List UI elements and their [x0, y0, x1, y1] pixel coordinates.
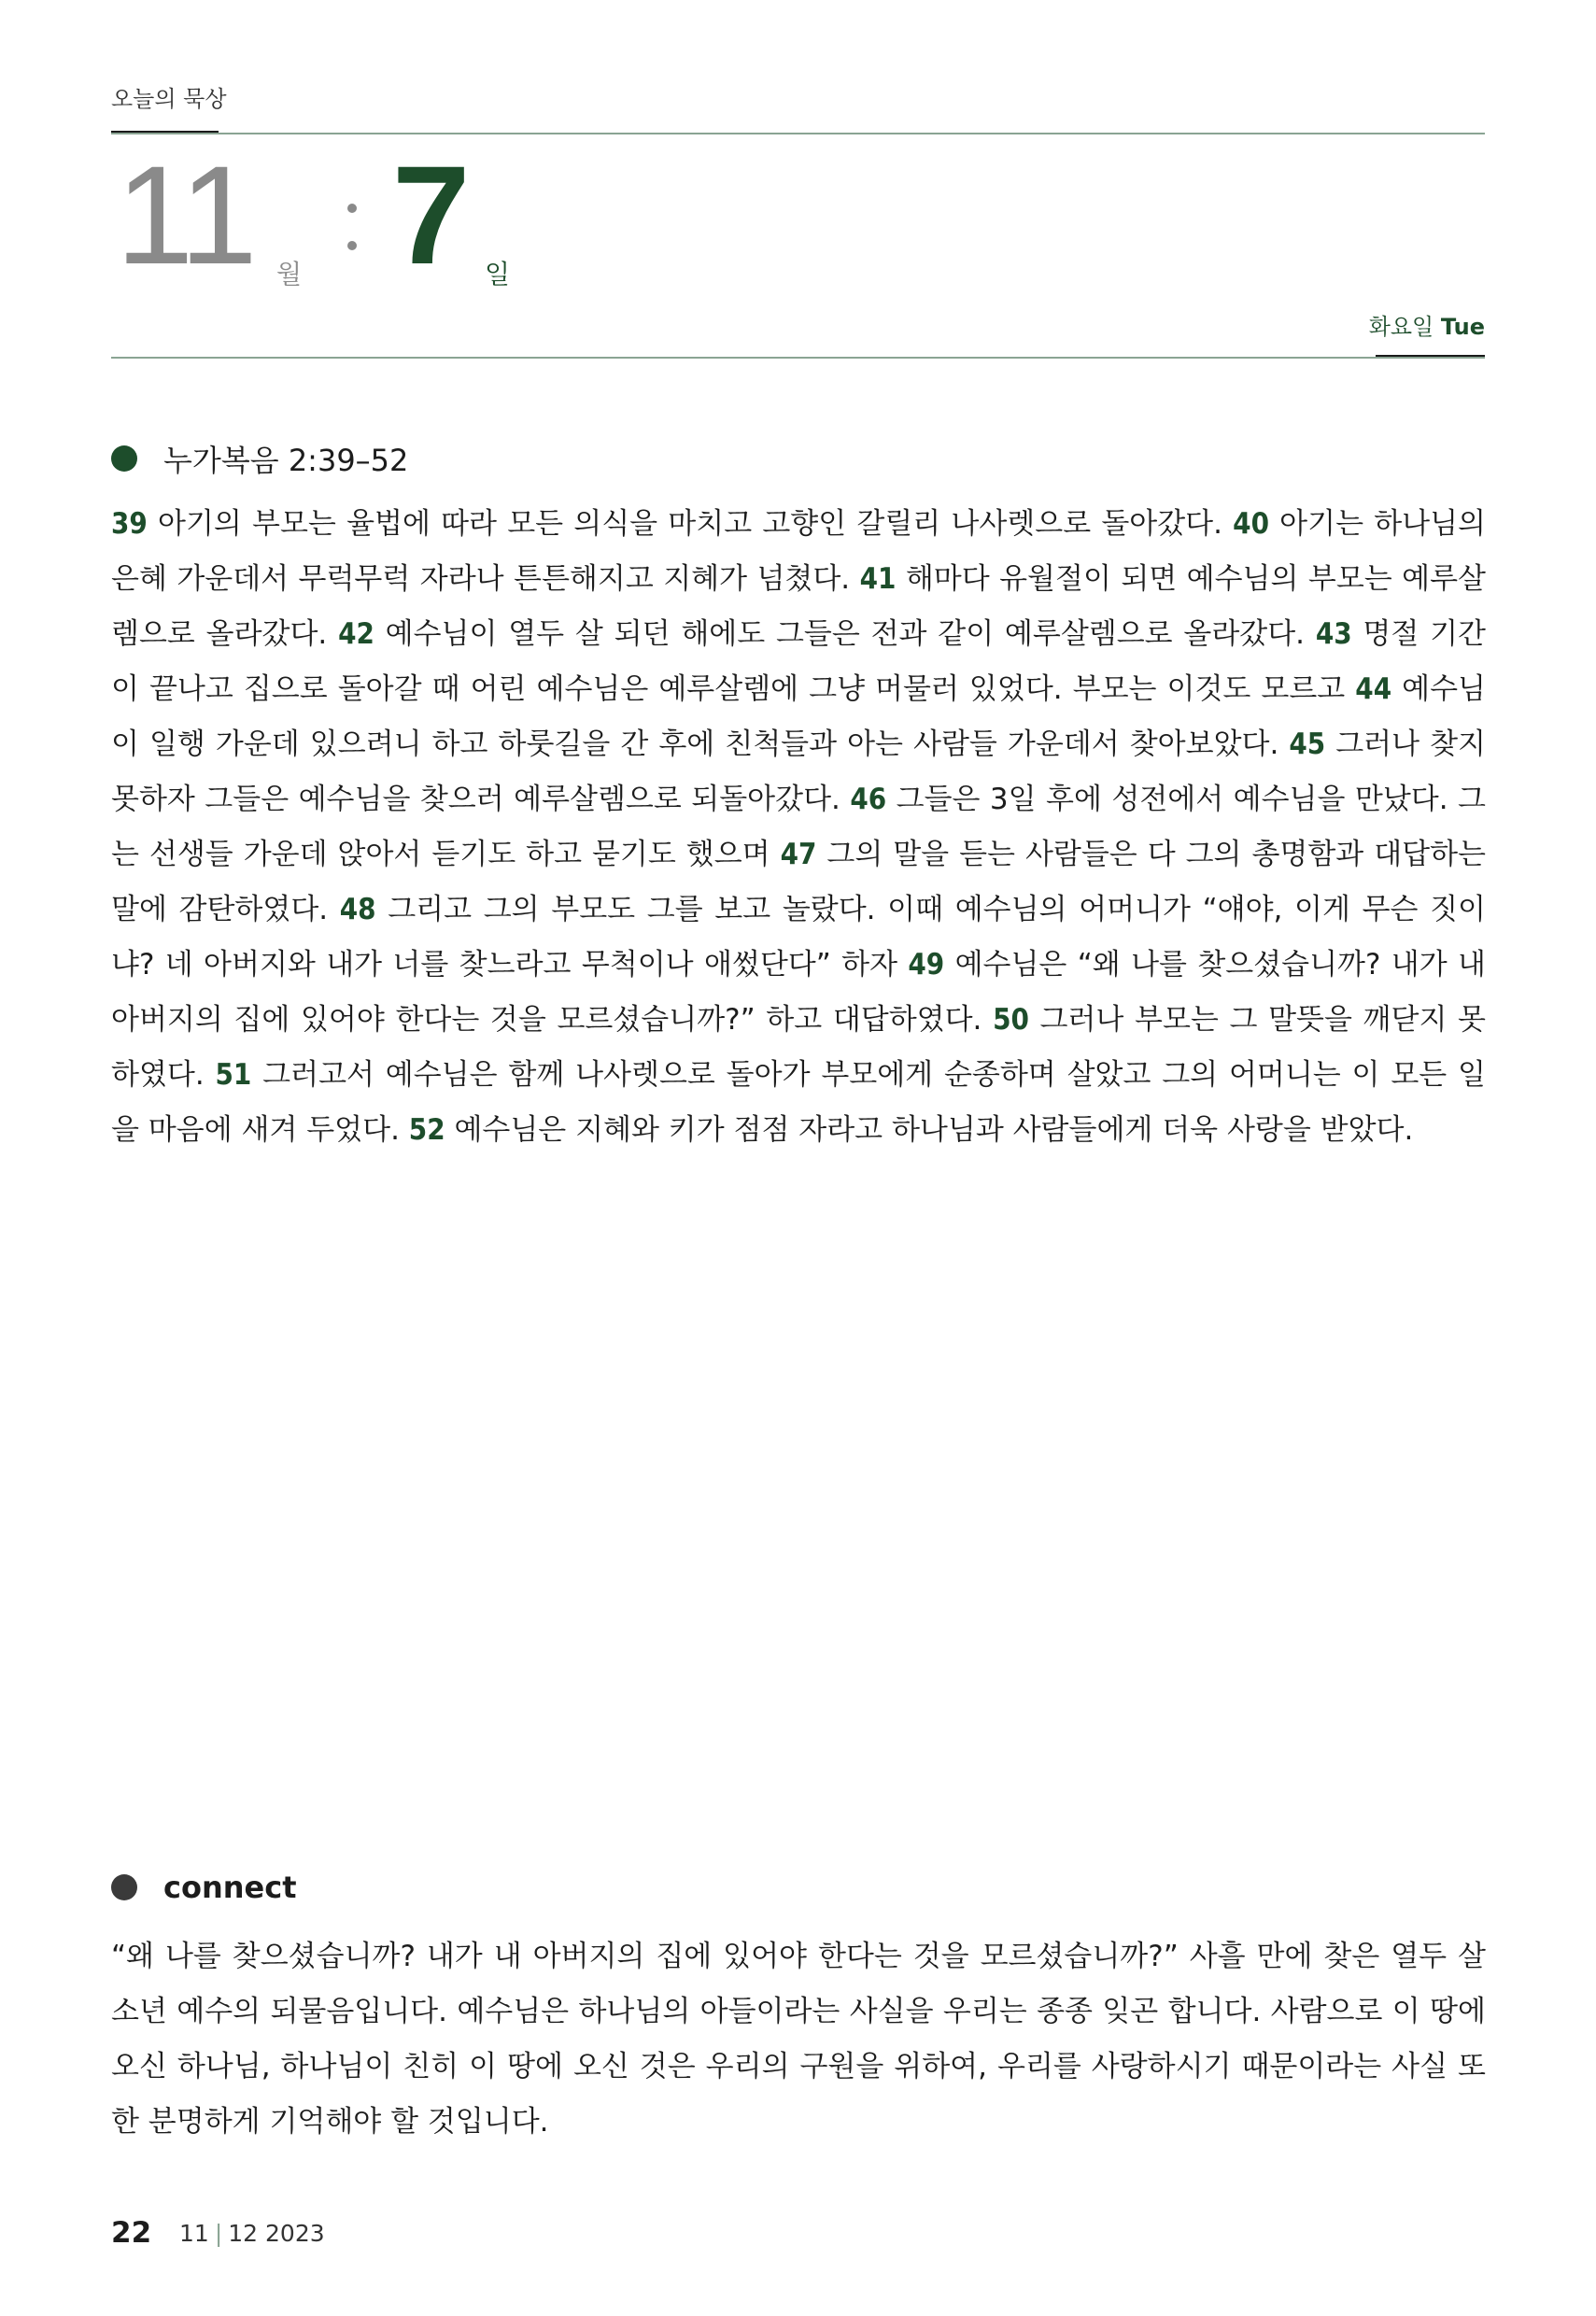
verse-text: 예수님이 열두 살 되던 해에도 그들은 전과 같이 예루살렘으로 올라갔다.: [374, 617, 1316, 651]
verse-number: 45: [1289, 727, 1326, 761]
scripture-reference: 누가복음 2:39–52: [163, 443, 409, 478]
date-colon: [347, 204, 357, 260]
verse-text: 그러나 찾지 못하자 그들은 예수님을 찾으러 예루살렘으로 되돌아갔다.: [111, 727, 1486, 816]
verse-number: 52: [408, 1113, 445, 1147]
verse-text: 해마다 유월절이 되면 예수님의 부모는 예루살렘으로 올라갔다.: [111, 562, 1486, 651]
date-month: 11: [116, 136, 254, 293]
verse-number: 42: [338, 617, 374, 651]
verse-text: 그리고 그의 부모도 그를 보고 놀랐다. 이때 예수님의 어머니가 “얘야, 이게 무슨 짓이냐? 네 아버지와 내가 너를 찾느라고 무척이나 애썼단다” 하자: [111, 893, 1486, 981]
weekday-korean: 화요일: [1368, 314, 1434, 340]
issue-year: 12 2023: [228, 2220, 325, 2247]
connect-bullet-icon: [111, 1874, 137, 1900]
scripture-text: [111, 497, 1486, 1158]
weekday: [1369, 308, 1485, 341]
header-top-rule: [111, 133, 1485, 134]
verse-text: 명절 기간이 끝나고 집으로 돌아갈 때 어린 예수님은 예루살렘에 그냥 머물러 있었다. 부모는 이것도 모르고: [111, 617, 1486, 706]
verse-text: 예수님은 지혜와 키가 점점 자라고 하나님과 사람들에게 더욱 사랑을 받았다.: [445, 1113, 1414, 1147]
verse-text: 그러고서 예수님은 함께 나사렛으로 돌아가 부모에게 순종하며 살았고 그의 어머니는 이 모든 일을 마음에 새겨 두었다.: [111, 1058, 1487, 1147]
connect-text: “왜 나를 찾으셨습니까? 내가 내 아버지의 집에 있어야 한다는 것을 모르셨습니까?” 사흘 만에 찾은 열두 살 소년 예수의 되물음입니다. 예수님은 하나님의 아들이라는 사실을 우리는 종종 잊곤 합니다. 사람으로 이 땅에 오신 하나님, 하나님이 친히 이 땅에 오신 것은 우리의 구원을 위하여, 우리를 사랑하시기 때문이라는 사실 또한 분명하게 기억해야 할 것입니다.: [111, 1940, 1486, 2139]
connect-title: connect: [163, 1870, 297, 1905]
verse-number: 43: [1315, 617, 1352, 651]
verse-text: 그들은 3일 후에 성전에서 예수님을 만났다. 그는 선생들 가운데 앉아서 듣기도 하고 묻기도 했으며: [111, 783, 1486, 871]
date-day: 7: [392, 136, 471, 293]
verse-text: 아기의 부모는 율법에 따라 모든 의식을 마치고 고향인 갈릴리 나사렛으로 돌아갔다.: [147, 507, 1234, 541]
verse-number: 46: [850, 783, 887, 816]
verse-number: 51: [215, 1058, 252, 1092]
section-label: 오늘의 묵상: [111, 86, 227, 112]
scripture-heading: [111, 437, 408, 480]
connect-heading: [111, 1870, 296, 1905]
verse-number: 40: [1233, 507, 1269, 541]
weekday-english: Tue: [1440, 314, 1485, 340]
verse-text: 예수님은 “왜 나를 찾으셨습니까? 내가 내 아버지의 집에 있어야 한다는 것을 모르셨습니까?” 하고 대답하였다.: [111, 948, 1486, 1037]
scripture-bullet-icon: [111, 445, 137, 472]
header-bottom-rule: [111, 357, 1485, 359]
date-month-unit: 월: [276, 259, 303, 290]
verse-number: 41: [859, 562, 897, 596]
verse-number: 49: [908, 948, 945, 981]
issue-month: 11: [179, 2220, 209, 2247]
verse-number: 47: [780, 838, 817, 871]
verse-text: 그의 말을 듣는 사람들은 다 그의 총명함과 대답하는 말에 감탄하였다.: [111, 838, 1486, 926]
verse-number: 39: [111, 507, 148, 541]
page-number: 22: [111, 2216, 152, 2250]
issue-date: [179, 2220, 325, 2247]
issue-separator: |: [214, 2220, 223, 2247]
verse-text: 예수님이 일행 가운데 있으려니 하고 하룻길을 간 후에 친척들과 아는 사람들 가운데서 찾아보았다.: [111, 672, 1486, 761]
verse-number: 48: [339, 893, 376, 926]
verse-text: 그러나 부모는 그 말뜻을 깨닫지 못하였다.: [111, 1003, 1486, 1092]
verse-number: 50: [993, 1003, 1029, 1037]
date-day-unit: 일: [485, 259, 511, 290]
verse-number: 44: [1355, 672, 1392, 706]
verse-text: 아기는 하나님의 은혜 가운데서 무럭무럭 자라나 튼튼해지고 지혜가 넘쳤다.: [111, 507, 1486, 596]
